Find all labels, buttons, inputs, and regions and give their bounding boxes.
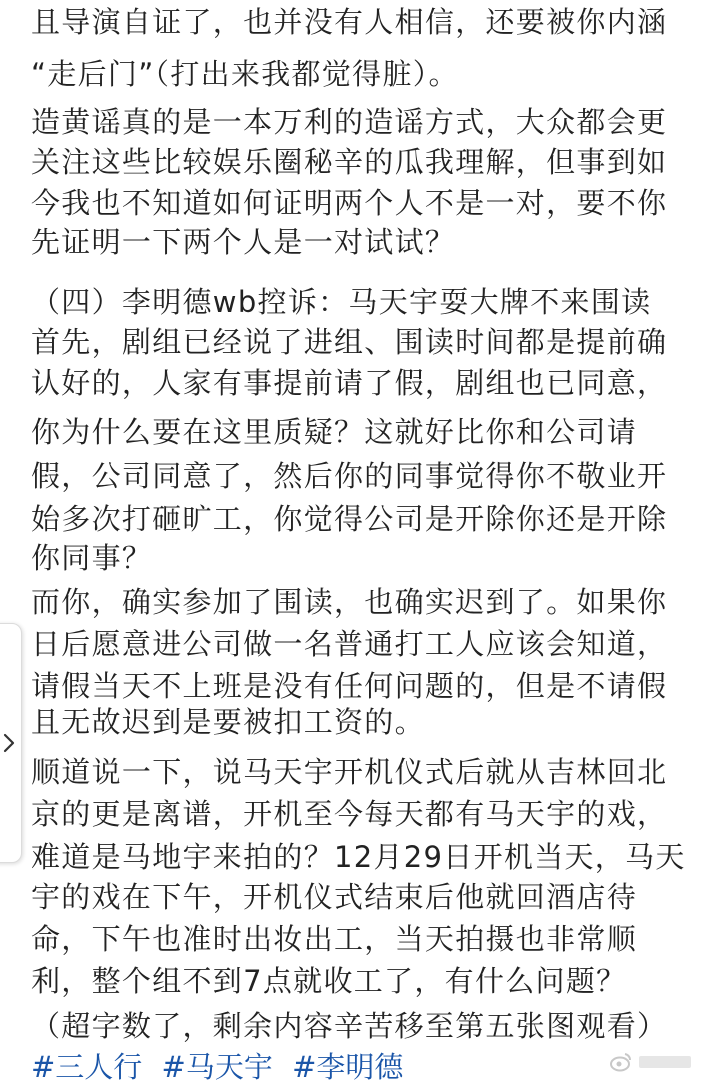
hashtag-row <box>31 1047 413 1087</box>
post-line: 先证明一下两个人是一对试试？ <box>31 225 456 259</box>
section-heading: （四）李明德wb控诉：马天宇耍大牌不来围读 <box>31 285 652 319</box>
post-line: 首先，剧组已经说了进组、围读时间都是提前确 <box>31 325 668 359</box>
post-line: 始多次打砸旷工，你觉得公司是开除你还是开除 <box>31 502 668 536</box>
side-expand-tab[interactable] <box>0 623 22 863</box>
watermark-text-block <box>639 1056 691 1068</box>
post-line: 而你，确实参加了围读，也确实迟到了。如果你 <box>31 585 668 619</box>
hashtag-link[interactable]: #李明德 <box>292 1050 404 1084</box>
post-line: （超字数了，剩余内容辛苦移至第五张图观看） <box>31 1009 668 1043</box>
hashtag-link[interactable]: #马天宇 <box>161 1050 273 1084</box>
post-line: 认好的，人家有事提前请了假，剧组也已同意， <box>31 366 668 400</box>
post-line: 宇的戏在下午，开机仪式结束后他就回酒店待 <box>31 880 638 914</box>
post-line: 日后愿意进公司做一名普通打工人应该会知道， <box>31 627 668 661</box>
watermark <box>609 1050 691 1074</box>
post-line: 假，公司同意了，然后你的同事觉得你不敬业开 <box>31 459 668 493</box>
post-line: 且导演自证了，也并没有人相信，还要被你内涵 <box>31 5 668 39</box>
post-line: 你为什么要在这里质疑？这就好比你和公司请 <box>31 415 638 449</box>
post-line: 关注这些比较娱乐圈秘辛的瓜我理解，但事到如 <box>31 145 668 179</box>
weibo-logo-icon <box>609 1050 633 1074</box>
chevron-right-icon <box>3 733 15 753</box>
post-line: 利，整个组不到7点就收工了，有什么问题？ <box>31 964 627 998</box>
post-line: 造黄谣真的是一本万利的造谣方式，大众都会更 <box>31 105 668 139</box>
post-line: 请假当天不上班是没有任何问题的，但是不请假 <box>31 669 668 703</box>
post-line: 你同事？ <box>31 541 153 575</box>
post-line: 今我也不知道如何证明两个人不是一对，要不你 <box>31 186 668 220</box>
post-line: “走后门”（打出来我都觉得脏）。 <box>31 57 459 91</box>
post-line: 难道是马地宇来拍的？12月29日开机当天，马天 <box>31 840 686 874</box>
post-line: 命，下午也准时出妆出工，当天拍摄也非常顺 <box>31 922 638 956</box>
hashtag-link[interactable]: #三人行 <box>31 1050 143 1084</box>
post-line: 京的更是离谱，开机至今每天都有马天宇的戏， <box>31 797 668 831</box>
post-line: 且无故迟到是要被扣工资的。 <box>31 705 425 739</box>
post-line: 顺道说一下，说马天宇开机仪式后就从吉林回北 <box>31 755 668 789</box>
